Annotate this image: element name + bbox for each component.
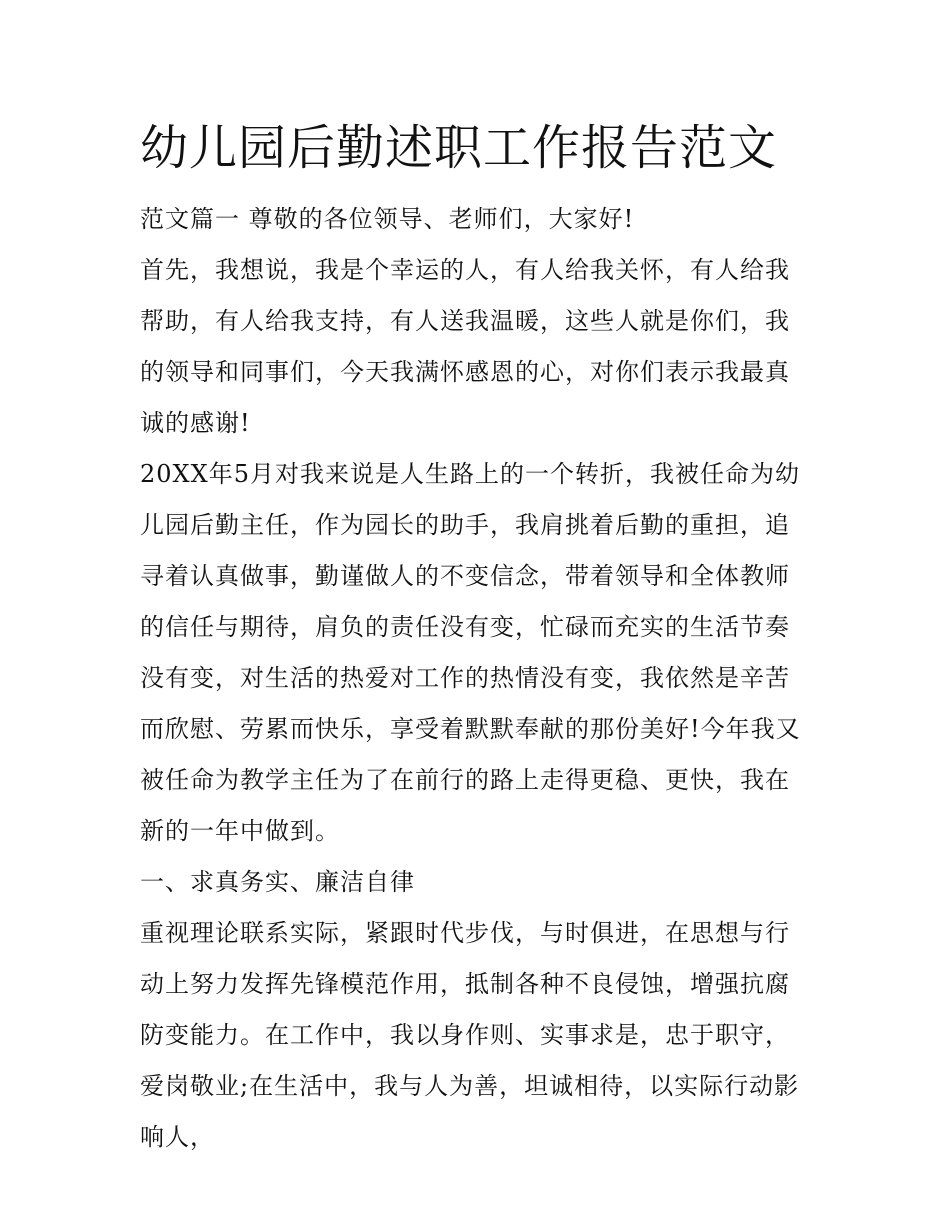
greeting-paragraph: 范文篇一 尊敬的各位领导、老师们，大家好! bbox=[140, 205, 635, 233]
document-body bbox=[140, 112, 812, 1163]
section-body-paragraph: 重视理论联系实际，紧跟时代步伐，与时俱进，在思想与行动上努力发挥先锋模范作用，抵制各种不良侵蚀，增强抗腐防变能力。在工作中，我以身作则、实事求是，忠于职守，爱岗敬业;在生活中，我与人为善，坦诚相待，以实际行动影响人， bbox=[140, 919, 800, 1151]
thanks-paragraph: 首先，我想说，我是个幸运的人，有人给我关怀，有人给我帮助，有人给我支持，有人送我温暖，这些人就是你们，我的领导和同事们，今天我满怀感恩的心，对你们表示我最真诚的感谢! bbox=[140, 256, 790, 437]
document-title: 幼儿园后勤述职工作报告范文 bbox=[140, 120, 778, 176]
section-heading: 一、求真务实、廉洁自律 bbox=[140, 868, 415, 896]
career-paragraph: 20XX年5月对我来说是人生路上的一个转折，我被任命为幼儿园后勤主任，作为园长的助手，我肩挑着后勤的重担，追寻着认真做事，勤谨做人的不变信念，带着领导和全体教师的信任与期待，肩负的责任没有变，忙碌而充实的生活节奏没有变，对生活的热爱对工作的热情没有变，我依然是辛苦而欣慰、劳累而快乐，享受着默默奉献的那份美好!今年我又被任命为教学主任为了在前行的路上走得更稳、更快，我在新的一年中做到。 bbox=[140, 460, 801, 845]
